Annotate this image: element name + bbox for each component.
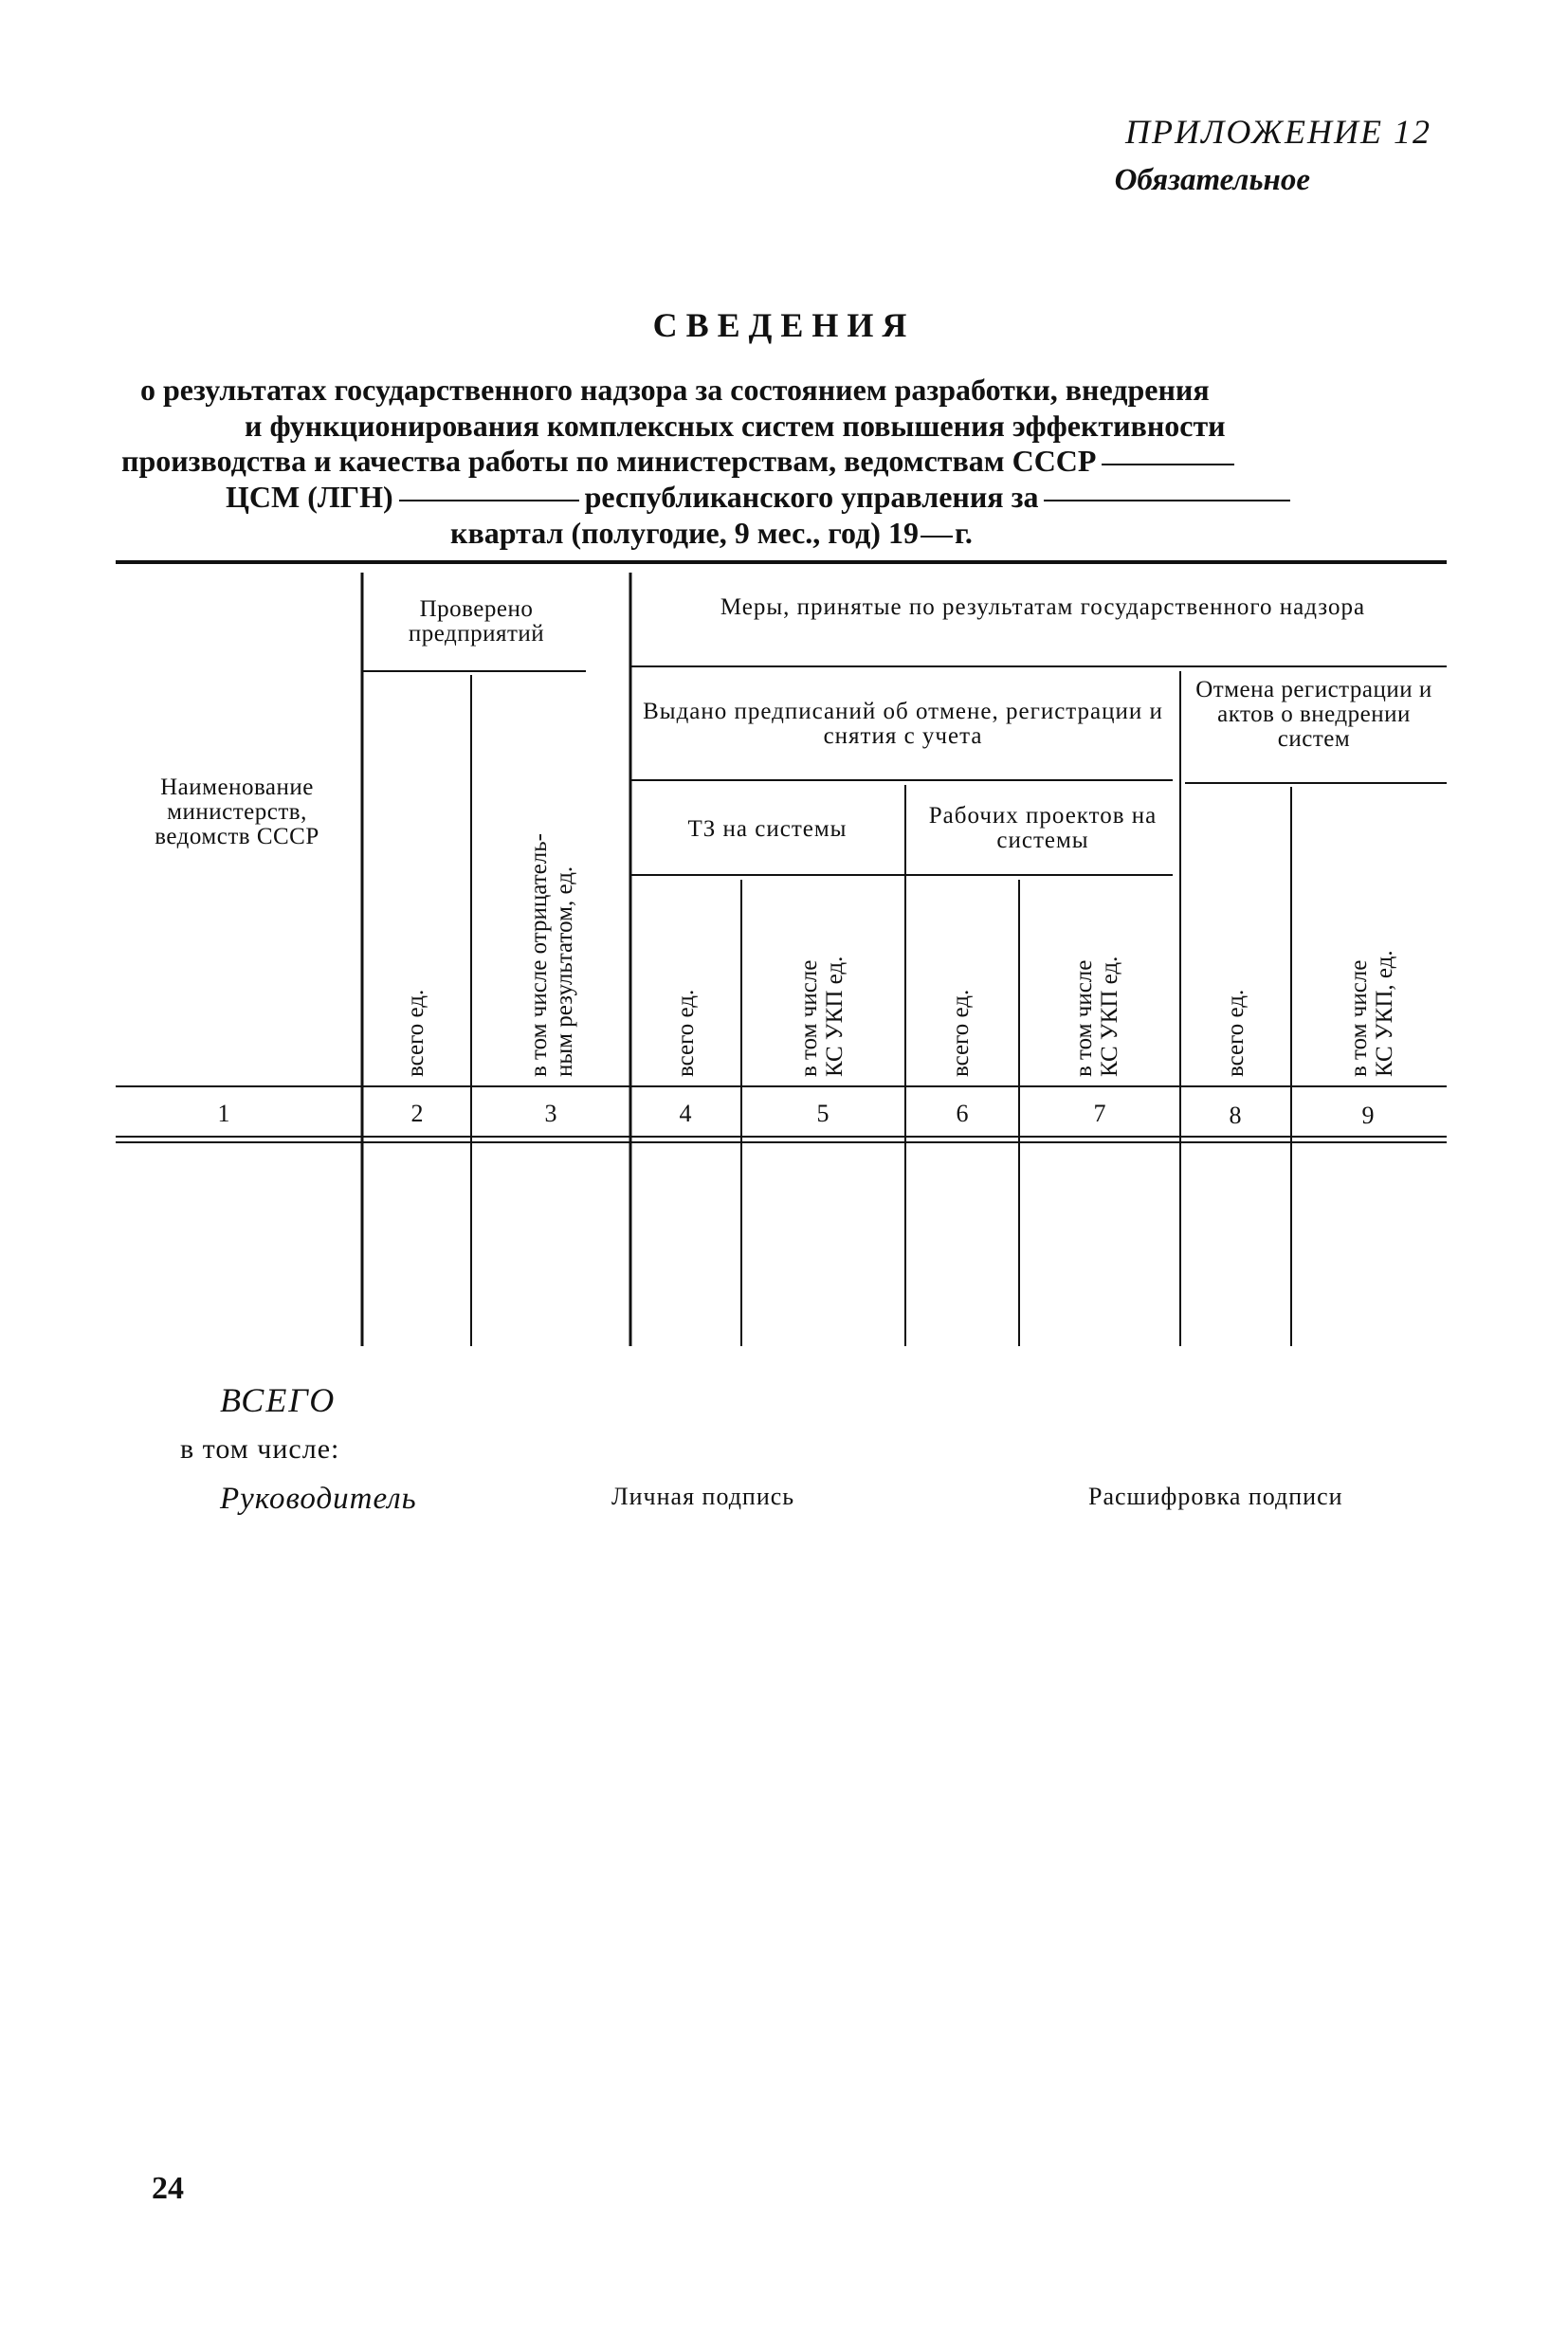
col-number-8: 8 xyxy=(1229,1102,1242,1129)
col-number-2: 2 xyxy=(410,1100,424,1127)
subtitle-line-3-text: производства и качества работы по министерствам, ведомствам СССР xyxy=(121,444,1097,478)
page-title: СВЕДЕНИЯ xyxy=(652,306,916,344)
year-suffix: г. xyxy=(954,516,973,550)
col-header-tz: ТЗ на системы xyxy=(687,816,848,842)
col-number-7: 7 xyxy=(1093,1100,1106,1127)
col-number-9: 9 xyxy=(1361,1102,1375,1129)
col-number-4: 4 xyxy=(679,1100,692,1127)
appendix-label: ПРИЛОЖЕНИЕ 12 xyxy=(1125,113,1431,151)
col-header-orders: Выдано предписаний об отмене, регистрации и снятия с учета xyxy=(643,699,1163,749)
col5-line1: в том числе xyxy=(796,959,822,1077)
col5-line2: КС УКП ед. xyxy=(822,956,848,1077)
col-header-checked: Проверено предприятий xyxy=(408,596,545,647)
col-header-projects: Рабочих проектов на системы xyxy=(928,803,1158,853)
csm-label: ЦСМ (ЛГН) xyxy=(226,480,393,514)
including-label: в том числе: xyxy=(180,1433,340,1465)
subtitle-line-1: о результатах государственного надзора за состоянием разработки, внедрения xyxy=(140,373,1210,407)
col-number-3: 3 xyxy=(544,1100,557,1127)
col-header-measures: Меры, принятые по результатам государственного надзора xyxy=(720,594,1366,620)
col-number-6: 6 xyxy=(956,1100,969,1127)
col3-negative xyxy=(526,833,577,1077)
republic-label: республиканского управления за xyxy=(584,480,1039,514)
signature-label: Личная подпись xyxy=(611,1483,795,1510)
col7-ks-ukp xyxy=(1071,957,1122,1077)
col7-line2: КС УКП ед. xyxy=(1097,956,1122,1077)
col4-total-units: всего ед. xyxy=(673,989,699,1077)
col-number-5: 5 xyxy=(816,1100,830,1127)
decoding-label: Расшифровка подписи xyxy=(1088,1483,1343,1510)
total-label: ВСЕГО xyxy=(220,1381,337,1419)
subtitle-line-2: и функционирования комплексных систем повышения эффективности xyxy=(245,409,1226,443)
col9-line2: КС УКП, ед. xyxy=(1372,950,1397,1077)
col3-negative-line1: в том числе отрицатель- xyxy=(526,833,552,1077)
col3-negative-line2: ным результатом, ед. xyxy=(552,866,577,1077)
page-number: 24 xyxy=(152,2171,184,2206)
col2-total-units: всего ед. xyxy=(403,989,428,1077)
col-header-cancel: Отмена регистрации и актов о внедрении систем xyxy=(1195,677,1432,752)
col-header-name: Наименование министерств, ведомств СССР xyxy=(155,775,319,849)
head-label: Руководитель xyxy=(220,1482,417,1516)
period-label: квартал (полугодие, 9 мес., год) 19 xyxy=(450,516,919,550)
col8-total-units: всего ед. xyxy=(1223,989,1249,1077)
col5-ks-ukp xyxy=(796,957,848,1077)
col-number-1: 1 xyxy=(217,1100,230,1127)
status-label: Обязательное xyxy=(1114,163,1310,197)
col7-line1: в том числе xyxy=(1071,959,1097,1077)
col9-ks-ukp xyxy=(1346,950,1397,1077)
col9-line1: в том числе xyxy=(1346,959,1372,1077)
col6-total-units: всего ед. xyxy=(948,989,974,1077)
